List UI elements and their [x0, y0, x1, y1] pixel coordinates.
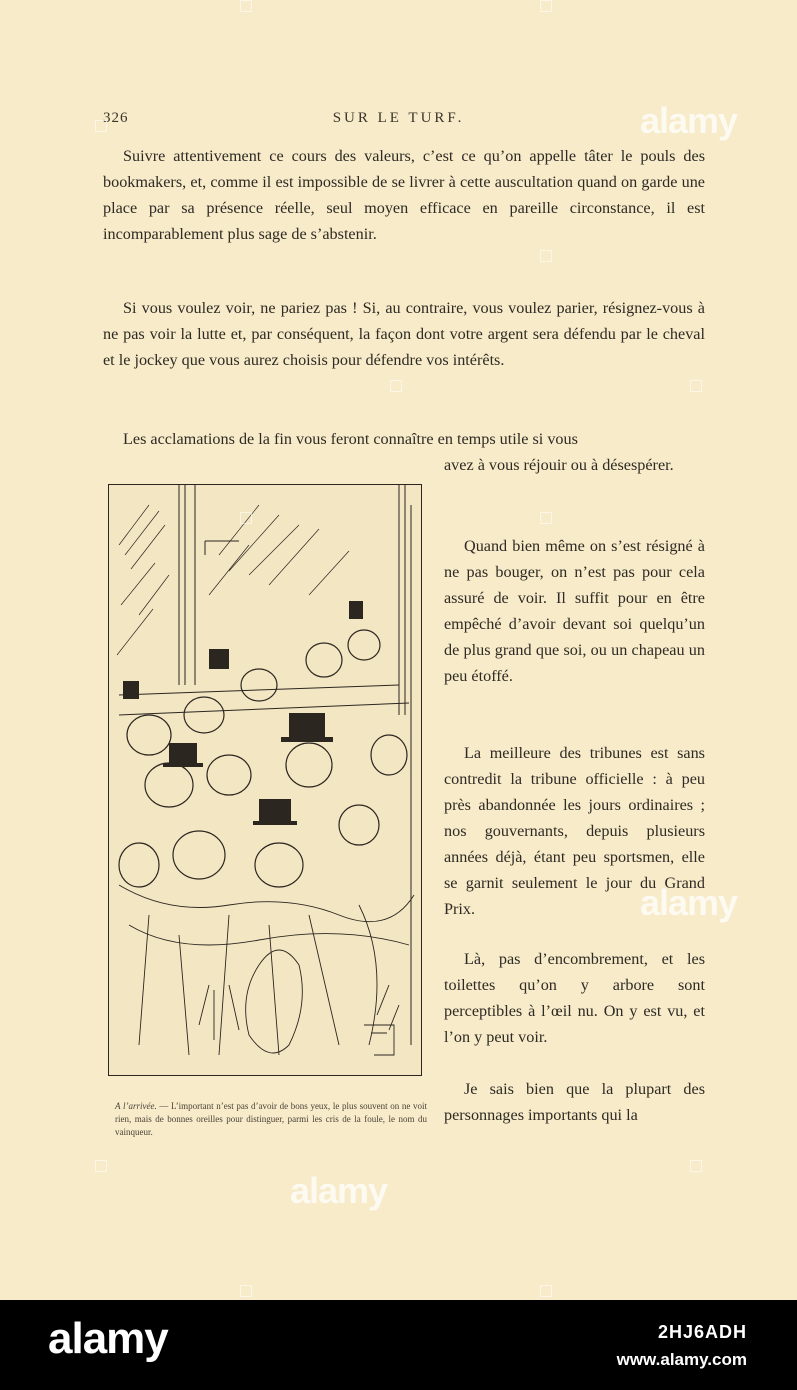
watermark-mark — [95, 1160, 107, 1172]
crowd-illustration — [108, 484, 422, 1076]
watermark-mark — [240, 1285, 252, 1297]
alamy-logo: alamy — [48, 1314, 168, 1363]
watermark-mark — [240, 0, 252, 12]
watermark-mark — [540, 250, 552, 262]
paragraph-5: La meilleure des tribunes est sans contredit la tribune officielle : à peu près abandonnée les jours ordinaires ; nos gouvernants, depuis plusieurs années déjà, étant peu sportsmen, elle se garnit seulement le jour du Grand Prix. — [444, 744, 705, 918]
caption-lead: A l’arrivée. — [115, 1101, 157, 1111]
watermark-mark — [390, 380, 402, 392]
site-url: www.alamy.com — [616, 1350, 747, 1369]
figure-caption — [115, 1100, 427, 1139]
paragraph-3-rest: avez à vous réjouir ou à désespérer. — [444, 456, 674, 474]
watermark-mark — [95, 120, 107, 132]
watermark-mark — [690, 1160, 702, 1172]
watermark-bottom: alamy — [290, 1170, 388, 1211]
watermark-mark — [540, 1285, 552, 1297]
watermark-top-right: alamy — [640, 100, 738, 141]
paragraph-3-first-line: Les acclamations de la fin vous feront connaître en temps utile si vous — [123, 430, 578, 448]
paragraph-2: Si vous voulez voir, ne pariez pas ! Si, au contraire, vous voulez parier, résignez-vous à ne pas voir la lutte et, par conséquent, la façon dont votre argent sera défendu par le cheval et le jockey que vous aurez choisis pour défendre vos intérêts. — [103, 299, 705, 369]
crowd-sketch — [109, 485, 421, 1075]
paragraph-7: Je sais bien que la plupart des personnages importants qui la — [444, 1080, 705, 1124]
running-title: SUR LE TURF. — [332, 110, 465, 126]
caption-text: — L’important n’est pas d’avoir de bons yeux, le plus souvent on ne voit rien, mais de bonnes oreilles pour distinguer, parmi les cris de la foule, le nom du vainqueur. — [115, 1101, 427, 1137]
watermark-mark — [540, 512, 552, 524]
watermark-mark — [240, 512, 252, 524]
paragraph-1: Suivre attentivement ce cours des valeurs, c’est ce qu’on appelle tâter le pouls des bookmakers, et, comme il est impossible de se livrer à cette auscultation quand on garde une place par sa présence réelle, seul moyen efficace en pareille circonstance, il est incomparablement plus sage de s’abstenir. — [103, 147, 705, 243]
watermark-mark — [540, 0, 552, 12]
stock-footer-bar — [0, 1300, 797, 1390]
page-number: 326 — [103, 110, 129, 126]
watermark-mid-right: alamy — [640, 882, 738, 923]
image-id: 2HJ6ADH — [657, 1322, 747, 1342]
paragraph-4: Quand bien même on s’est résigné à ne pas bouger, on n’est pas pour cela assuré de voir. Il suffit pour en être empêché d’avoir devant soi quelqu’un de plus grand que soi, ou un chapeau un peu étoffé. — [444, 537, 705, 685]
watermark-mark — [690, 380, 702, 392]
paragraph-6: Là, pas d’encombrement, et les toilettes qu’on y arbore sont perceptibles à l’œil nu. On y est vu, et l’on y peut voir. — [444, 950, 705, 1046]
